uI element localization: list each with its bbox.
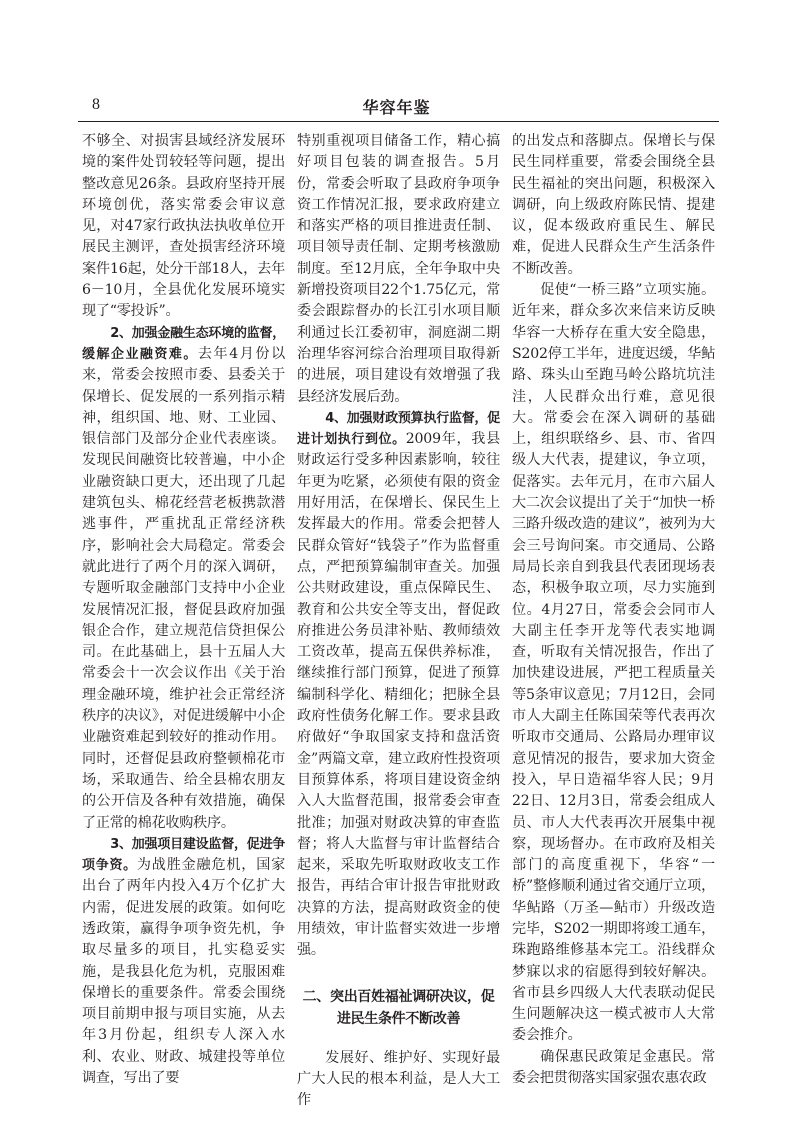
paragraph-body: 去年4月份以来，常委会按照市委、县委关于保增长、促发展的一系列指示精神，组织国、地、财、工业园、银信部门及部分企业代表座谈。发现民间融资比较普遍，中小企业融资缺口更大，还出现了几起建筑包头、棉花经营老板携款潜逃事件，严重扰乱正常经济秩序，影响社会大局稳定。常委会就此进行了两个月的深入调研，专题听取金融部门支持中小企业发展情况汇报，督促县政府加强银企合作，建立规范信贷担保公司。在此基础上，县十五届人大常委会十一次会议作出《关于治理金融环境，维护社会正常经济秩序的决议》，对促进缓解中小企业融资难起到较好的推动作用。同时，还督促县政府整顿棉花市场，采取通告、给全县棉农朋友的公开信及各种有效措施，确保了正常的棉花收购秩序。 bbox=[82, 345, 285, 831]
paragraph bbox=[82, 323, 285, 834]
paragraph: 特别重视项目储备工作，精心搞好项目包装的调查报告。5月份，常委会听取了县政府争项争资工作情况汇报，要求政府建立和落实严格的项目推进责任制、项目领导责任制、定期考核激励制度。至12月底，全年争取中央新增投资项目22个1.75亿元，常委会跟踪督办的长江引水项目顺利通过长江委初审，洞庭湖二期治理华容河综合治理项目取得新的进展，项目建设有效增强了我县经济发展后劲。 bbox=[297, 133, 500, 405]
running-header-title: 华容年鉴 bbox=[362, 98, 431, 117]
paragraph bbox=[297, 408, 500, 962]
subheading-lead: 4、加强财政预算执行监督，促进计划执行到位。 bbox=[297, 410, 500, 448]
section-heading: 二、突出百姓福祉调研决议，促进民生条件不断改善 bbox=[302, 988, 495, 1027]
paragraph: 不够全、对损害县域经济发展环境的案件处罚较轻等问题，提出整改意见26条。县政府坚持开展环境创优，落实常委会审议意见，对47家行政执法执收单位开展民主测评，查处损害经济环境案件16起，处分干部18人，去年6－10月，全县优化发展环境实现了“零投诉”。 bbox=[82, 133, 285, 320]
subheading-lead: 3、加强项目建设监督，促进争项争资。 bbox=[82, 836, 285, 874]
paragraph-body: 2009年，我县财政运行受多种因素影响，较往年更为吃紧，必须使有限的资金用好用活，在保增长、保民生上发挥最大的作用。常委会把替人民群众管好“钱袋子”作为监督重点，严把预算编制审查关。加强公共财政建设，重点保障民生、教育和公共安全等支出，督促政府推进公务员津补贴、教师绩效工资改革，提高五保供养标准，继续推行部门预算，促进了预算编制科学化、精细化；把脉全县政府性债务化解工作。要求县政府做好“争取国家支持和盘活资金”两篇文章，建立政府性投资项目预算体系，将项目建设资金纳入人大监督范围，报常委会审查批准；加强对财政决算的审查监督；将人大监督与审计监督结合起来，采取先听取财政收支工作报告，再结合审计报告审批财政决算的方法，提高财政资金的使用绩效，审计监督实效进一步增强。 bbox=[297, 431, 500, 959]
text-column-2 bbox=[297, 131, 500, 1111]
text-column-1 bbox=[82, 131, 285, 1089]
page-number: 8 bbox=[92, 96, 100, 113]
paragraph: 促使“一桥三路”立项实施。近年来，群众多次来信来访反映华容一大桥存在重大安全隐患，S202停工半年，进度迟缓，华鲇路、珠头山至跑马岭公路坑坑洼洼，人民群众出行难，意见很大。常委会在深入调研的基础上，组织联络乡、县、市、省四级人大代表，提建议，争立项，促落实。去年元月，在市六届人大二次会议提出了关于“加快一桥三路升级改造的建议”，被列为大会三号询问案。市交通局、公路局局长亲自到我县代表团现场表态，积极争取立项，尽力实施到位。4月27日，常委会会同市人大副主任李开龙等代表实地调查，听取有关情况报告，作出了加快建设进展，严把工程质量关等5条审议意见；7月12日，会同市人大副主任陈国荣等代表再次听取市交通局、公路局办理审议意见情况的报告，要求加大资金投入，早日造福华容人民；9月22日、12月3日，常委会组成人员、市人大代表再次开展集中视察，现场督办。在市政府及相关部门的高度重视下，华容“一桥”整修顺利通过省交通厅立项，华鲇路（万圣—鲇市）升级改造完毕，S202一期即将竣工通车，珠跑路维修基本完工。沿线群众梦寐以求的宿愿得到较好解决。省市县乡四级人大代表联动促民生问题解决这一模式被市人大常委会推介。 bbox=[512, 282, 715, 1044]
text-column-3 bbox=[512, 131, 715, 1089]
paragraph bbox=[82, 834, 285, 1090]
paragraph: 确保惠民政策足金惠民。常委会把贯彻落实国家强农惠农政 bbox=[512, 1048, 715, 1087]
paragraph-body: 为战胜金融危机，国家出台了两年内投入4万个亿扩大内需，促进发展的政策。如何吃透政策，赢得争项争资先机，争取尽量多的项目，扎实稳妥实施，是我县化危为机，克服困难保增长的重要条件。常委会围绕项目前期申报与项目实施，从去年3月份起，组织专人深入水利、农业、财政、城建投等单位调查，写出了要 bbox=[82, 857, 286, 1087]
paragraph: 发展好、维护好、实现好最广大人民的根本利益，是人大工作 bbox=[297, 1049, 500, 1109]
header-rule bbox=[78, 121, 719, 122]
paragraph: 的出发点和落脚点。保增长与保民生同样重要，常委会围绕全县民生福祉的突出问题，积极深入调研，向上级政府陈民情、提建议，促本级政府重民生、解民难，促进人民群众生产生活条件不断改善。 bbox=[512, 133, 715, 277]
subheading-lead: 2、加强金融生态环境的监督，缓解企业融资难。 bbox=[82, 325, 285, 362]
